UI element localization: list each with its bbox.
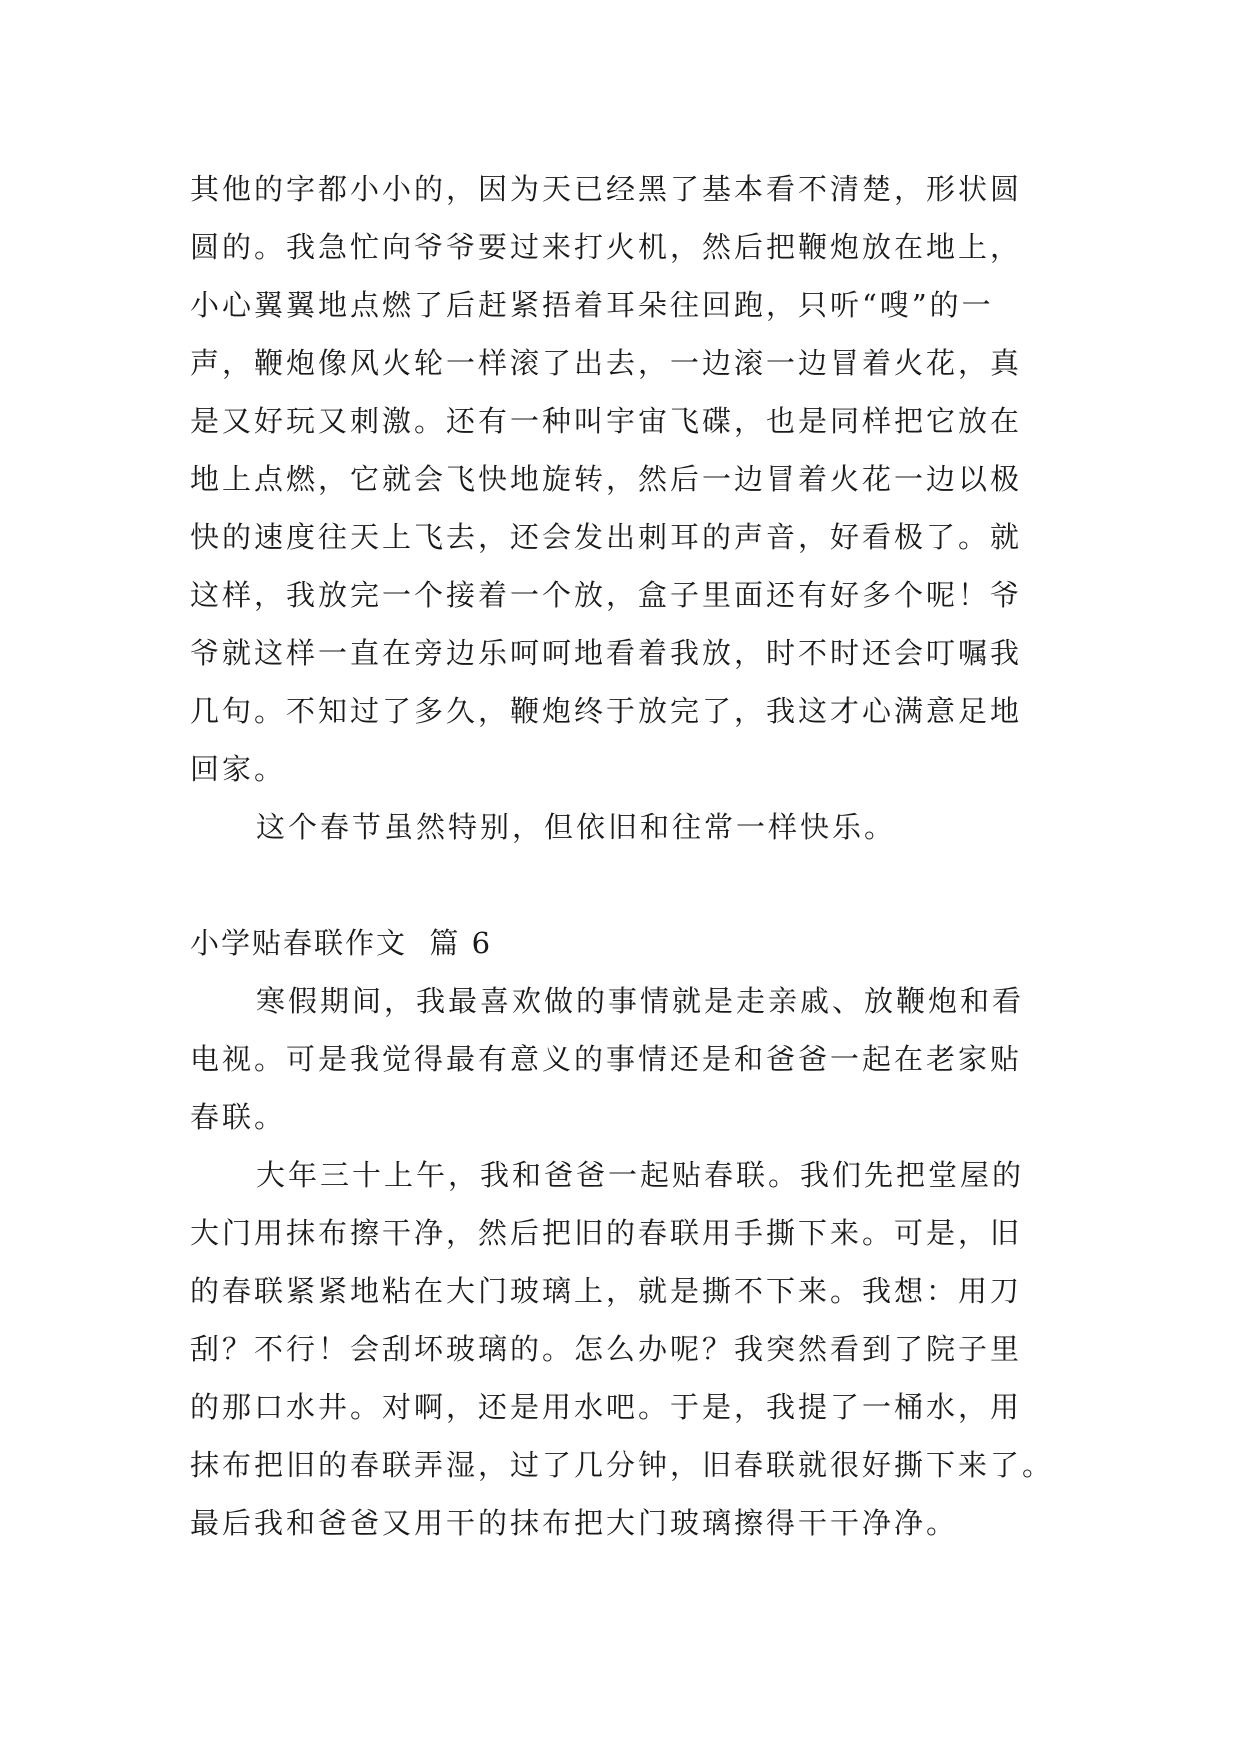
- text-line: 快的速度往天上飞去，还会发出刺耳的声音，好看极了。就: [190, 520, 1023, 554]
- text-line: 大年三十上午，我和爸爸一起贴春联。我们先把堂屋的: [256, 1158, 1025, 1192]
- paragraph: [190, 160, 1070, 798]
- text-line: 几句。不知过了多久，鞭炮终于放完了，我这才心满意足地: [190, 694, 1023, 728]
- document-page: [190, 160, 1070, 1552]
- paragraph: [190, 798, 1070, 856]
- text-line: 是又好玩又刺激。还有一种叫宇宙飞碟，也是同样把它放在: [190, 404, 1023, 438]
- text-line: 大门用抹布擦干净，然后把旧的春联用手撕下来。可是，旧: [190, 1216, 1023, 1250]
- text-line: 春联。: [190, 1100, 287, 1134]
- section-title: 小学贴春联作文 篇 6: [190, 926, 493, 960]
- text-line: 电视。可是我觉得最有意义的事情还是和爸爸一起在老家贴: [190, 1042, 1023, 1076]
- paragraph: [190, 1146, 1070, 1552]
- text-line: 爷就这样一直在旁边乐呵呵地看着我放，时不时还会叮嘱我: [190, 636, 1023, 670]
- section-gap: [190, 856, 1070, 914]
- text-line: 寒假期间，我最喜欢做的事情就是走亲戚、放鞭炮和看: [256, 984, 1025, 1018]
- text-line: 这个春节虽然特别，但依旧和往常一样快乐。: [256, 810, 897, 844]
- text-line: 其他的字都小小的，因为天已经黑了基本看不清楚，形状圆: [190, 172, 1023, 206]
- text-line: 回家。: [190, 752, 287, 786]
- text-line: 小心翼翼地点燃了后赶紧捂着耳朵往回跑，只听“嗖”的一: [190, 288, 994, 322]
- text-line: 的那口水井。对啊，还是用水吧。于是，我提了一桶水，用: [190, 1390, 1023, 1424]
- text-line: 刮？不行！会刮坏玻璃的。怎么办呢？我突然看到了院子里: [190, 1332, 1023, 1366]
- text-line: 声，鞭炮像风火轮一样滚了出去，一边滚一边冒着火花，真: [190, 346, 1023, 380]
- text-line: 的春联紧紧地粘在大门玻璃上，就是撕不下来。我想：用刀: [190, 1274, 1023, 1308]
- text-line: 圆的。我急忙向爷爷要过来打火机，然后把鞭炮放在地上，: [190, 230, 1023, 264]
- text-line: 这样，我放完一个接着一个放，盒子里面还有好多个呢！爷: [190, 578, 1023, 612]
- text-line: 抹布把旧的春联弄湿，过了几分钟，旧春联就很好撕下来了。: [190, 1448, 1055, 1482]
- text-line: 地上点燃，它就会飞快地旋转，然后一边冒着火花一边以极: [190, 462, 1023, 496]
- paragraph: [190, 972, 1070, 1146]
- text-line: 最后我和爸爸又用干的抹布把大门玻璃擦得干干净净。: [190, 1506, 959, 1540]
